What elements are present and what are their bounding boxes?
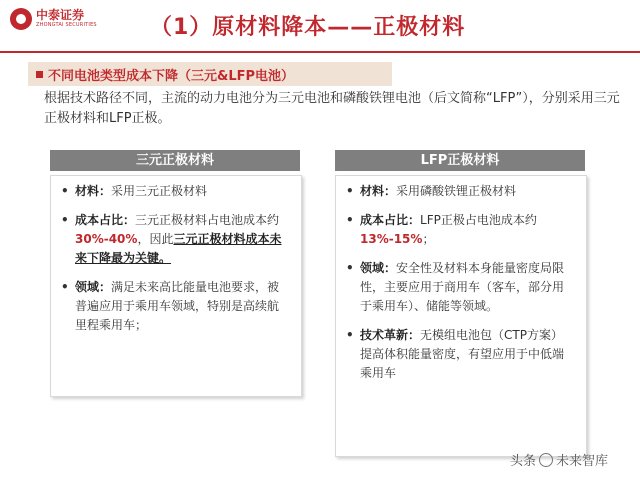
bullet-text: 满足未来高比能量电池要求，被普遍应用于乘用车领域，特别是高续航里程乘用车； (75, 280, 280, 332)
bullet-text: 采用三元正极材料 (111, 184, 208, 198)
square-bullet-icon (36, 71, 43, 78)
lfp-application-item (346, 259, 574, 316)
section-heading (28, 62, 392, 86)
page-title: （1）原材料降本——正极材料 (150, 15, 466, 40)
bullet-text: 安全性及材料本身能量密度局限性，主要应用于商用车（客车，部分用于乘用车）、储能等领域。 (360, 261, 565, 313)
ncm-application-item (61, 278, 289, 335)
lfp-tech-innovation-item (346, 326, 574, 383)
watermark-icon (539, 453, 553, 467)
logo-mark-icon (10, 8, 32, 30)
ncm-cost-share-item (61, 211, 289, 268)
bullet-text: LFP正极占电池成本约 (420, 213, 537, 227)
ncm-material-item (61, 182, 289, 201)
lfp-cathode-header: LFP正极材料 (335, 150, 585, 171)
lfp-bullet-list (336, 176, 586, 383)
cost-share-value: 13%-15% (360, 232, 423, 246)
watermark-text: 头条 (510, 454, 537, 469)
ncm-bullet-list (51, 176, 301, 335)
section-heading-label: 不同电池类型成本下降（三元&LFP电池） (48, 68, 295, 84)
bullet-key: 成本占比： (75, 213, 136, 227)
watermark (510, 450, 608, 469)
logo-name-cn: 中泰证券 (36, 8, 85, 22)
bullet-key: 材料： (360, 184, 397, 198)
logo-name-en: ZHONGTAI SECURITIES (36, 22, 97, 28)
bullet-text: 三元正极材料占电池成本约 (135, 213, 280, 227)
bullet-text: 采用磷酸铁锂正极材料 (396, 184, 517, 198)
watermark-text: 未来智库 (556, 454, 609, 469)
intro-paragraph: 根据技术路径不同，主流的动力电池分为三元电池和磷酸铁锂电池（后文简称“LFP”），分别采用三元正极材料和LFP正极。 (44, 91, 620, 126)
emphasis-text: 三元正极材料成本未来下降最为关键。 (75, 232, 282, 265)
bullet-text: 无模组电池包（CTP方案）提高体积能量密度，有望应用于中低端乘用车 (360, 328, 565, 380)
lfp-cost-share-item (346, 211, 574, 249)
ncm-cathode-box (50, 175, 302, 397)
bullet-text: ，因此 (137, 232, 174, 246)
ncm-cathode-header: 三元正极材料 (50, 150, 300, 171)
bullet-key: 领域： (360, 261, 397, 275)
lfp-material-item (346, 182, 574, 201)
cost-share-value: 30%-40% (75, 232, 138, 246)
bullet-key: 材料： (75, 184, 112, 198)
title-divider (0, 51, 640, 53)
bullet-text: ； (422, 232, 435, 246)
bullet-key: 成本占比： (360, 213, 421, 227)
lfp-cathode-box (335, 175, 587, 457)
logo-text (36, 9, 97, 29)
bullet-key: 技术革新： (360, 328, 421, 342)
company-logo (10, 8, 97, 30)
bullet-key: 领域： (75, 280, 112, 294)
